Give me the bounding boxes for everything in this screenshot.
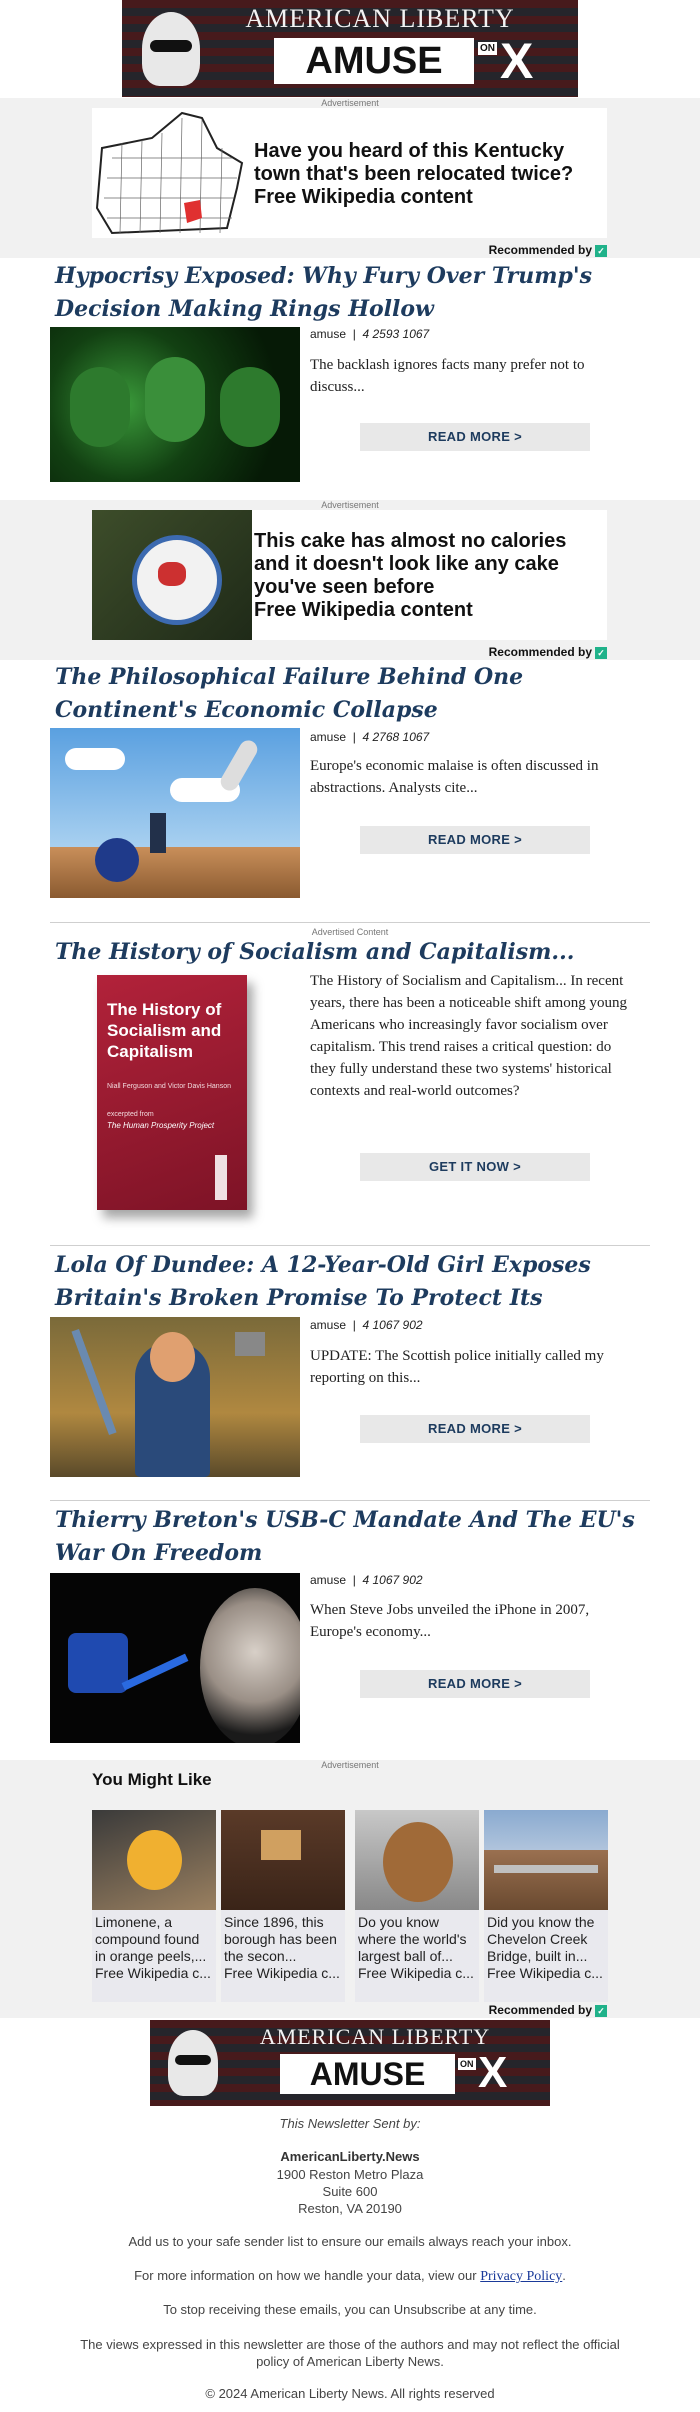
ad-headline-1 [254, 140, 599, 209]
separator-1 [50, 922, 650, 923]
orange-peel-icon [127, 1830, 182, 1890]
yml-image-1 [92, 1810, 216, 1910]
book-cover[interactable] [97, 975, 247, 1210]
article-4-title[interactable]: Thierry Breton's USB-C Mandate And The EU's War On Freedom [55, 1507, 635, 1566]
footer-address-1: 1900 Reston Metro Plaza [276, 2167, 424, 2182]
book-authors: Niall Ferguson and Victor Davis Hanson [107, 1083, 231, 1090]
header-banner[interactable] [122, 0, 578, 97]
article-3-author: amuse [310, 1318, 347, 1332]
night-vision-figure-2 [145, 357, 205, 442]
recommended-by-1[interactable] [489, 243, 607, 257]
footer-brand-main: AMUSE [309, 2056, 426, 2092]
brand-box [274, 38, 474, 84]
article-2-summary: Europe's economic malaise is often discussed in abstractions. Analysts cite... [310, 758, 599, 796]
ad-card-2[interactable] [92, 510, 607, 640]
article-1-summary: The backlash ignores facts many prefer not to discuss... [310, 357, 585, 395]
article-1-thumbnail[interactable] [50, 327, 300, 482]
yml-tile-4[interactable] [484, 1810, 608, 2002]
large-ball-icon [383, 1822, 453, 1902]
window-light [261, 1830, 301, 1860]
article-2-read-more-button[interactable]: READ MORE > [360, 826, 590, 854]
article-1-read-more-button[interactable]: READ MORE > [360, 423, 590, 451]
ad-headline-1-text: Have you heard of this Kentucky town that's been relocated twice? [254, 140, 574, 185]
footer-address-2: Suite 600 [322, 2184, 378, 2199]
footer-sent-by: This Newsletter Sent by: [279, 2116, 421, 2131]
book-tower-icon [215, 1155, 227, 1200]
article-2-title[interactable]: The Philosophical Failure Behind One Continent's Economic Collapse [55, 664, 524, 723]
article-3-read-more-button[interactable]: READ MORE > [360, 1415, 590, 1443]
footer-brand-on: ON [460, 2059, 474, 2069]
ad-card-1[interactable] [92, 108, 607, 238]
yml-tile-2[interactable] [221, 1810, 345, 2002]
article-1-meta [310, 327, 429, 341]
article-4-author: amuse [310, 1573, 347, 1587]
kentucky-map-icon [92, 108, 252, 238]
footer-brand-box [280, 2054, 455, 2094]
yml-source-1: Free Wikipedia c... [95, 1965, 211, 1981]
separator-2 [50, 1245, 650, 1246]
article-4-thumbnail[interactable] [50, 1573, 300, 1743]
recommended-by-text-3: Recommended by [488, 2003, 592, 2017]
night-vision-figure-3 [220, 367, 280, 447]
book-title: The History of Socialism and Capitalism [107, 1000, 222, 1061]
ad-headline-2-text: This cake has almost no calories and it doesn't look like any cake you've seen before [254, 530, 567, 598]
brand-on: ON [480, 43, 495, 54]
ad-label-2: Advertisement [321, 500, 379, 510]
yml-caption-3-text: Do you know where the world's largest ball of... [358, 1914, 467, 1964]
ad-headline-2 [254, 530, 599, 622]
cloud-1 [65, 748, 125, 770]
recommended-by-text-2: Recommended by [488, 645, 592, 659]
book-project: The Human Prosperity Project [107, 1121, 215, 1130]
recommender-logo-icon: ✓ [595, 647, 607, 659]
separator-3 [50, 1500, 650, 1501]
recommended-by-text-1: Recommended by [488, 243, 592, 257]
brand-top: AMERICAN LIBERTY [245, 4, 515, 33]
article-3-thumbnail[interactable] [50, 1317, 300, 1477]
bridge-icon [494, 1865, 598, 1873]
girl-face [150, 1332, 195, 1382]
ad-label-1: Advertisement [321, 98, 379, 108]
yml-image-2 [221, 1810, 345, 1910]
yml-caption-1-text: Limonene, a compound found in orange peels,... [95, 1914, 207, 1964]
article-1-stats: 4 2593 1067 [362, 327, 430, 341]
footer-banner[interactable] [150, 2020, 550, 2106]
usb-cable-icon [122, 1654, 189, 1691]
footer-address-3: Reston, VA 20190 [298, 2201, 402, 2216]
footer-safe-sender: Add us to your safe sender list to ensure our emails always reach your inbox. [128, 2234, 572, 2249]
cake-plate-image [92, 510, 252, 640]
brand-main: AMUSE [305, 40, 443, 82]
get-it-now-button[interactable]: GET IT NOW > [360, 1153, 590, 1181]
article-2-thumbnail[interactable] [50, 728, 300, 898]
article-2-stats: 4 2768 1067 [362, 730, 430, 744]
recommender-logo-icon: ✓ [595, 2005, 607, 2017]
footer-brand-top: AMERICAN LIBERTY [259, 2024, 491, 2049]
yml-source-3: Free Wikipedia c... [358, 1965, 474, 1981]
article-2-author: amuse [310, 730, 347, 744]
recommended-by-2[interactable] [489, 645, 607, 659]
article-1-title[interactable]: Hypocrisy Exposed: Why Fury Over Trump's Decision Making Rings Hollow [55, 263, 593, 322]
brand-x: X [500, 33, 534, 89]
yml-tile-1[interactable] [92, 1810, 216, 2002]
book-excerpt: excerpted from [107, 1111, 154, 1118]
cake-icon [158, 562, 186, 586]
footer-privacy-prefix: For more information on how we handle your data, view our [134, 2268, 477, 2283]
footer-helmet-visor [175, 2055, 211, 2065]
article-1-author: amuse [310, 327, 347, 341]
article-1-sep: | [352, 327, 356, 341]
yml-caption-2 [224, 1914, 342, 1982]
article-2-meta [310, 730, 429, 744]
footer-org: AmericanLiberty.News [280, 2149, 420, 2164]
yml-caption-1 [95, 1914, 213, 1982]
ad-label-3: Advertisement [321, 1760, 379, 1770]
article-3-sep: | [352, 1318, 356, 1332]
yml-caption-4-text: Did you know the Chevelon Creek Bridge, built in... [487, 1914, 595, 1964]
man-figure [150, 813, 166, 853]
yml-image-3 [355, 1810, 479, 1910]
yml-tile-3[interactable] [355, 1810, 479, 2002]
footer-copyright: © 2024 American Liberty News. All rights reserved [205, 2386, 495, 2401]
ad-source-1: Free Wikipedia content [254, 186, 473, 208]
recommender-logo-icon: ✓ [595, 245, 607, 257]
sponsored-title[interactable]: The History of Socialism and Capitalism... [55, 939, 575, 965]
yml-caption-2-text: Since 1896, this borough has been the secon... [224, 1914, 337, 1964]
footer-privacy-suffix: . [562, 2268, 566, 2283]
yml-caption-3 [358, 1914, 476, 1982]
article-4-stats: 4 1067 902 [362, 1573, 423, 1587]
footer-unsubscribe[interactable]: To stop receiving these emails, you can Unsubscribe at any time. [163, 2302, 537, 2317]
you-might-like-heading: You Might Like [92, 1770, 212, 1789]
privacy-policy-link[interactable]: Privacy Policy [480, 2269, 563, 2284]
article-3-title[interactable]: Lola Of Dundee: A 12-Year-Old Girl Exposes Britain's Broken Promise To Protect Its [55, 1252, 591, 1311]
recommended-by-3[interactable] [489, 2003, 607, 2017]
article-4-sep: | [352, 1573, 356, 1587]
article-4-meta [310, 1573, 423, 1587]
article-2-sep: | [352, 730, 356, 744]
article-4-summary: When Steve Jobs unveiled the iPhone in 2007, Europe's economy... [310, 1602, 590, 1640]
footer-privacy [0, 2268, 700, 2285]
yml-source-2: Free Wikipedia c... [224, 1965, 340, 1981]
sponsored-summary: The History of Socialism and Capitalism... In recent years, there has been a noticeable shift among young Americans who increasingly favor socialism over capitalism. This trend raises a critical question: do they fully understand these two systems' historical contexts and real-world outcomes? [310, 973, 627, 1099]
usb-charger-icon [68, 1633, 128, 1693]
footer-disclaimer: The views expressed in this newsletter are those of the authors and may not reflect the official policy of American Liberty News. [80, 2337, 620, 2369]
axe-icon [235, 1332, 265, 1356]
ad-source-2: Free Wikipedia content [254, 599, 473, 621]
sword-icon [71, 1329, 116, 1435]
article-3-stats: 4 1067 902 [362, 1318, 423, 1332]
article-3-meta [310, 1318, 423, 1332]
yml-source-4: Free Wikipedia c... [487, 1965, 603, 1981]
eu-ball-icon [95, 838, 139, 882]
yml-caption-4 [487, 1914, 605, 1982]
article-3-summary: UPDATE: The Scottish police initially called my reporting on this... [310, 1348, 604, 1386]
article-4-read-more-button[interactable]: READ MORE > [360, 1670, 590, 1698]
advertised-content-label: Advertised Content [311, 927, 389, 937]
footer-brand-x: X [478, 2048, 508, 2097]
man-portrait [200, 1588, 300, 1743]
yml-image-4 [484, 1810, 608, 1910]
night-vision-figure-1 [70, 367, 130, 447]
helmet-visor [150, 40, 192, 52]
